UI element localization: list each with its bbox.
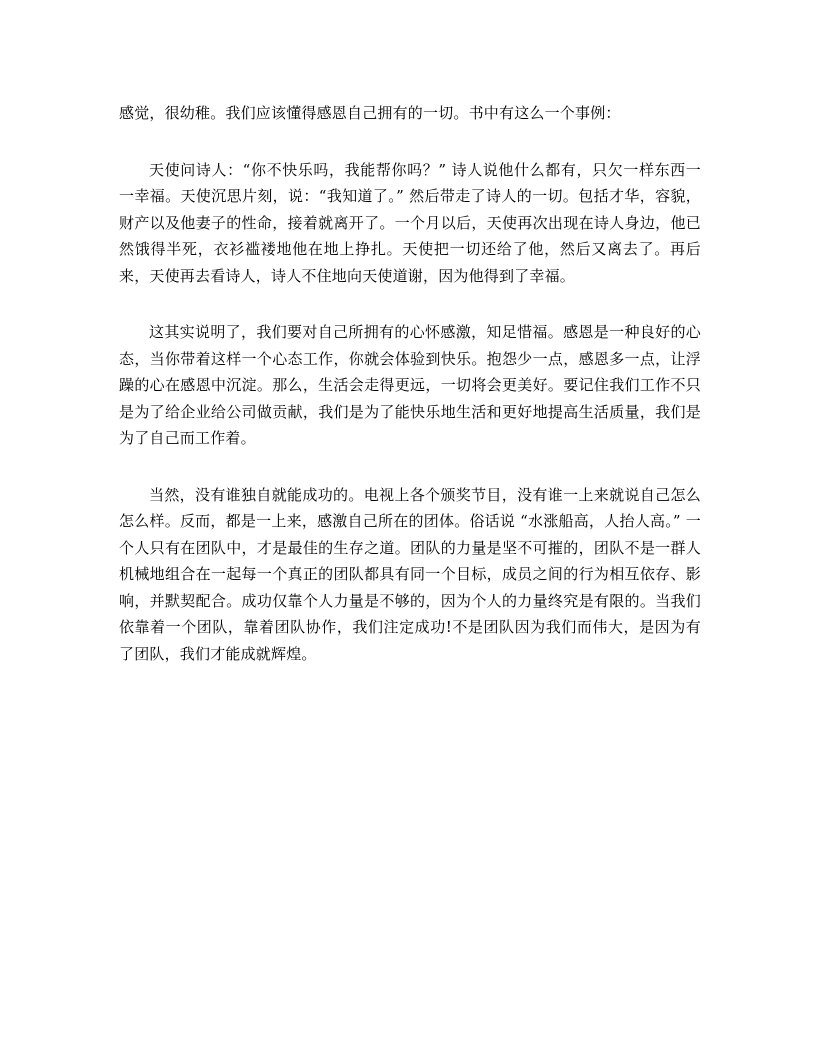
paragraph-gap xyxy=(119,452,701,482)
paragraph-teamwork: 当然，没有谁独自就能成功的。电视上各个颁奖节目，没有谁一上来就说自己怎么怎么样。反而，都是一上来，感激自己所在的团体。俗话说 “水涨船高，人抬人高。” 一个人只有在团队中，才是最佳的生存之道。团队的力量是坚不可摧的，团队不是一群人机械地组合在一起每一个真正的团队都具有同一个目标，成员之间的行为相互依存、影响，并默契配合。成功仅靠个人力量是不够的，因为个人的力量终究是有限的。当我们依靠着一个团队，靠着团队协作，我们注定成功!不是团队因为我们而伟大，是因为有了团队，我们才能成就辉煌。 xyxy=(119,485,701,663)
paragraph-gap xyxy=(119,127,701,157)
paragraph-intro: 感觉，很幼稚。我们应该懂得感恩自己拥有的一切。书中有这么一个事例： xyxy=(119,104,621,122)
paragraph-gratitude: 这其实说明了，我们要对自己所拥有的心怀感激，知足惜福。感恩是一种良好的心态，当你带着这样一个心态工作，你就会体验到快乐。抱怨少一点，感恩多一点，让浮躁的心在感恩中沉淀。那么，生活会走得更远，一切将会更美好。要记住我们工作不只是为了给企业给公司做贡献，我们是为了能快乐地生活和更好地提高生活质量，我们是为了自己而工作着。 xyxy=(119,323,701,447)
paragraph-gap xyxy=(119,289,701,319)
paragraph-angel-story: 天使问诗人：“你不快乐吗，我能帮你吗？” 诗人说他什么都有，只欠一样东西一一幸福。天使沉思片刻，说：“我知道了。” 然后带走了诗人的一切。包括才华，容貌，财产以及他妻子的性命，接着就离开了。一个月以后，天使再次出现在诗人身边，他已然饿得半死，衣衫褴褛地他在地上挣扎。天使把一切还给了他，然后又离去了。再后来，天使再去看诗人，诗人不住地向天使道谢，因为他得到了幸福。 xyxy=(119,160,701,285)
document-page xyxy=(119,100,701,1000)
